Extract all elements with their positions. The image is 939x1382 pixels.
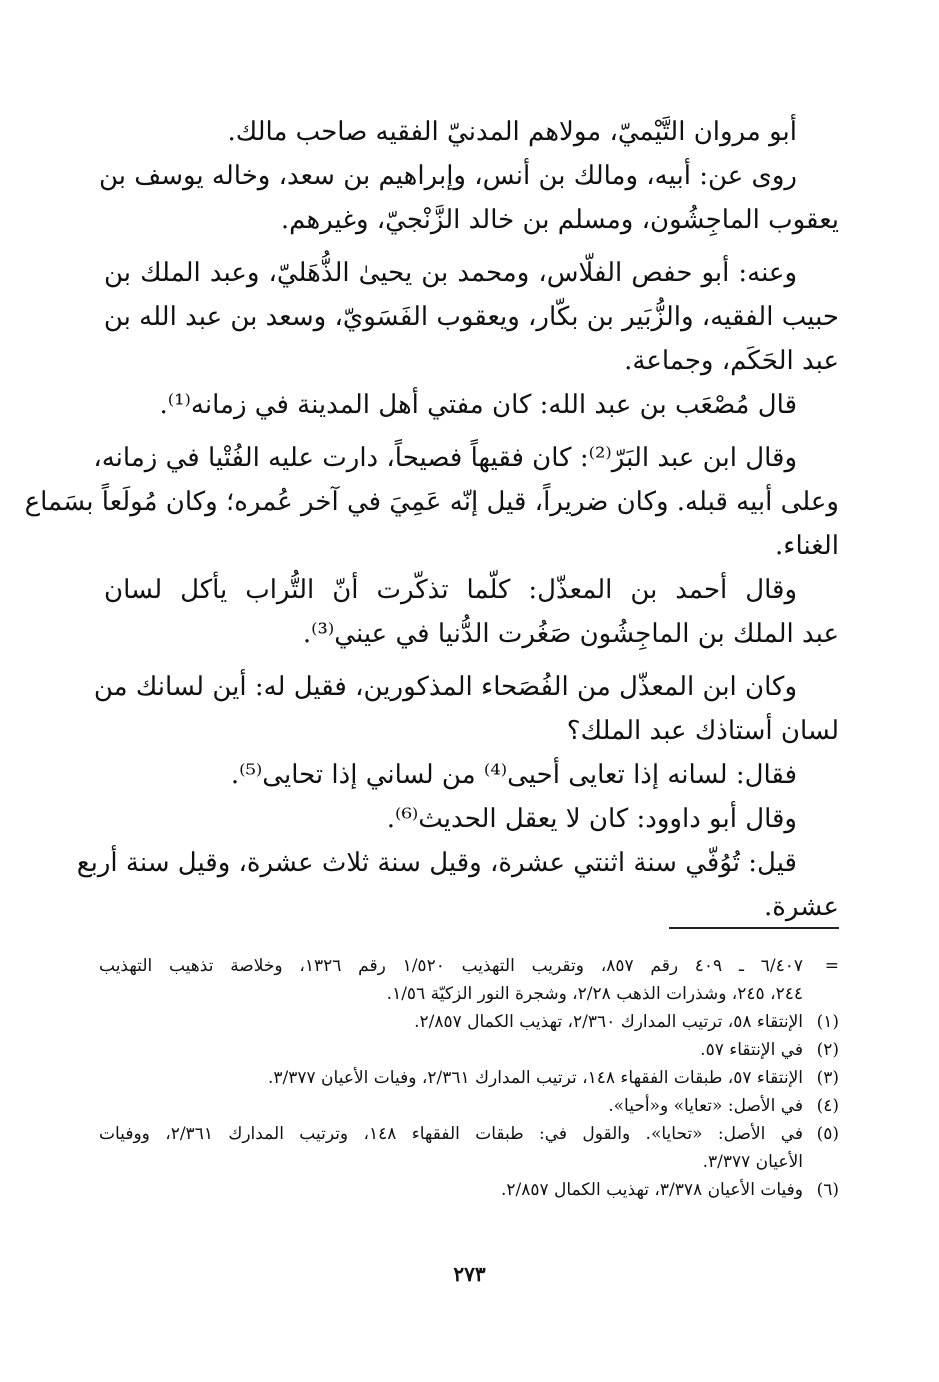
text-line: وقال أحمد بن المعذّل: كلّما تذكّرت أنّ التُّراب يأكل لسان [104, 575, 797, 605]
footnote-line: الإنتقاء ٥٨، ترتيب المدارك ٢/٣٦٠، تهذيب الكمال ٢/٨٥٧. [414, 1012, 803, 1032]
footnote-item [99, 1092, 839, 1120]
main-text [24, 110, 839, 929]
text-line: وعلى أبيه قبله. وكان ضريراً، قيل إنّه عَمِيَ في آخر عُمره؛ وكان مُولَعاً بسَماع [24, 487, 839, 517]
text-line: الغناء. [775, 531, 839, 561]
text-line: قال مُصْعَب بن عبد الله: كان مفتي أهل المدينة في زمانه⁽¹⁾. [159, 390, 797, 420]
footnote-line: في الإنتقاء ٥٧. [700, 1040, 803, 1060]
text-line: عبد الحَكَم، وجماعة. [624, 346, 839, 376]
footnote-item [99, 1008, 839, 1036]
text-line: وقال ابن عبد البَرّ⁽²⁾: كان فقيهاً فصيحاً، دارت عليه الفُتْيا في زمانه، [93, 443, 797, 473]
footnote-line: الإنتقاء ٥٧، طبقات الفقهاء ١٤٨، ترتيب المدارك ٢/٣٦١، وفيات الأعيان ٣/٣٧٧. [267, 1068, 803, 1088]
text-line: يعقوب الماجِشُون، ومسلم بن خالد الزَّنْجيّ، وغيرهم. [280, 205, 839, 235]
footnote-item [99, 952, 839, 1008]
text-line: وعنه: أبو حفص الفلّاس، ومحمد بن يحيىٰ الذُّهَليّ، وعبد الملك بن [104, 258, 798, 288]
text-line: حبيب الفقيه، والزُّبَير بن بكّار، ويعقوب الفَسَويّ، وسعد بن عبد الله بن [103, 302, 839, 332]
footnote-mark: (١) [816, 1012, 839, 1032]
footnote-line: في الأصل: «تعايا» و«أحيا». [608, 1096, 803, 1116]
footnote-mark: (٥) [816, 1124, 839, 1144]
footnote-line: ٢٤٤، ٢٤٥، وشذرات الذهب ٢/٢٨، وشجرة النور الزكيّة ١/٥٦. [386, 984, 803, 1004]
footnote-mark: (٦) [816, 1180, 839, 1200]
text-line: وكان ابن المعذّل من الفُصَحاء المذكورين، فقيل له: أين لسانك من [93, 672, 797, 702]
text-line: لسان أستاذك عبد الملك؟ [566, 716, 839, 746]
footnote-mark: (٤) [816, 1096, 839, 1116]
text-line: قيل: تُوُفّي سنة اثنتي عشرة، وقيل سنة ثلاث عشرة، وقيل سنة أربع [76, 848, 797, 878]
text-line: وقال أبو داوود: كان لا يعقل الحديث⁽⁶⁾. [386, 804, 797, 834]
footnote-line: في الأصل: «تحايا». والقول في: طبقات الفقهاء ١٤٨، وترتيب المدارك ٢/٣٦١، ووفيات [99, 1124, 804, 1144]
footnote-mark: (٢) [816, 1040, 839, 1060]
text-line: روى عن: أبيه، ومالك بن أنس، وإبراهيم بن سعد، وخاله يوسف بن [99, 161, 797, 191]
text-line: عشرة. [764, 892, 839, 922]
footnote-mark: (٣) [816, 1068, 839, 1088]
footnote-line: ٦/٤٠٧ ـ ٤٠٩ رقم ٨٥٧، وتقريب التهذيب ١/٥٢٠ رقم ١٣٢٦، وخلاصة تذهيب التهذيب [99, 956, 803, 976]
footnote-item [99, 1064, 839, 1092]
text-line: فقال: لسانه إذا تعايى أحيى⁽⁴⁾ من لساني إذا تحايى⁽⁵⁾. [230, 760, 797, 790]
footnote-line: الأعيان ٣/٣٧٧. [702, 1152, 803, 1172]
footnote-line: وفيات الأعيان ٣/٣٧٨، تهذيب الكمال ٢/٨٥٧. [500, 1180, 803, 1200]
footnote-divider [669, 927, 839, 929]
footnote-item [99, 1176, 839, 1204]
footnote-mark: = [824, 956, 839, 976]
page-number: ٢٧٣ [453, 1262, 486, 1286]
text-line: عبد الملك بن الماجِشُون صَغُرت الدُّنيا في عيني⁽³⁾. [302, 619, 839, 649]
footnote-item [99, 1120, 839, 1176]
text-line: أبو مروان التَّيْميّ، مولاهم المدنيّ الفقيه صاحب مالك. [227, 117, 797, 147]
footnote-item [99, 1036, 839, 1064]
footnotes [99, 952, 839, 1204]
